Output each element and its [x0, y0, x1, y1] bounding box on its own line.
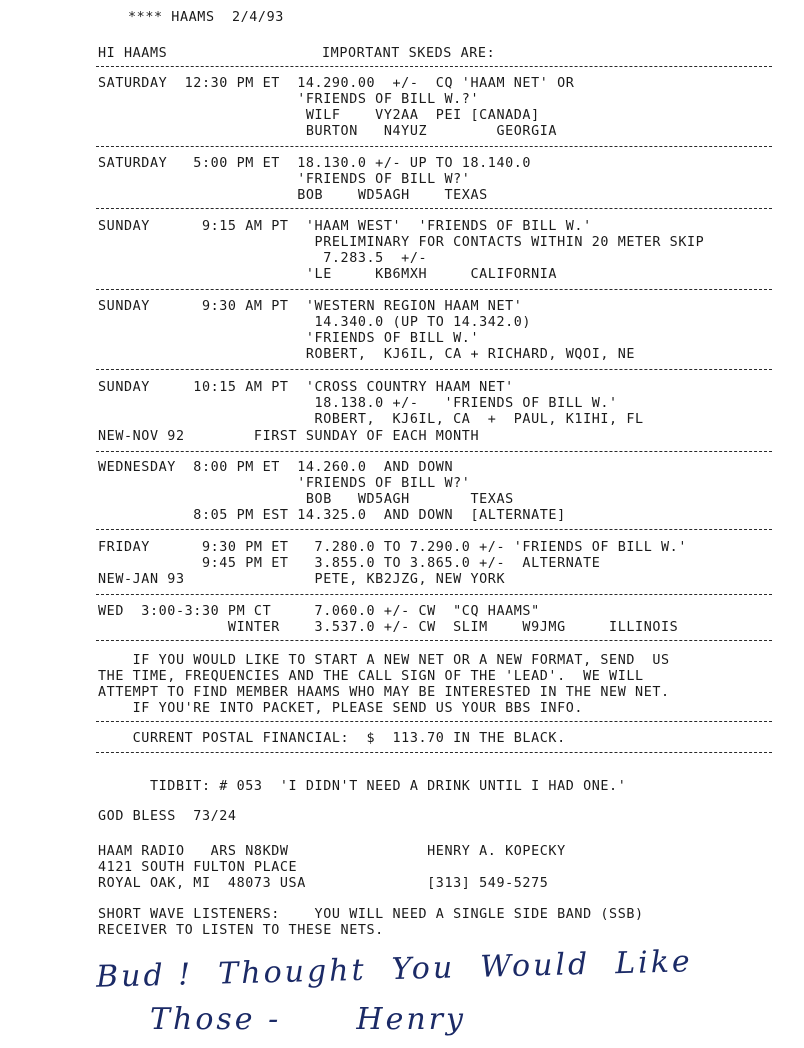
sked-wed-cw-line: WED 3:00-3:30 PM CT 7.060.0 +/- CW "CQ HAAMS" — [98, 604, 540, 619]
sked-sat-1230-line: 'FRIENDS OF BILL W.?' — [98, 92, 480, 107]
swl-note-line: SHORT WAVE LISTENERS: YOU WILL NEED A SINGLE SIDE BAND (SSB) — [98, 907, 644, 922]
intro-heading: IMPORTANT SKEDS ARE: — [322, 46, 496, 61]
financial-status: CURRENT POSTAL FINANCIAL: $ 113.70 IN THE BLACK. — [98, 731, 566, 746]
notice-line: IF YOU'RE INTO PACKET, PLEASE SEND US YOUR BBS INFO. — [98, 701, 584, 716]
sked-sun-930-line: ROBERT, KJ6IL, CA + RICHARD, WQOI, NE — [98, 347, 636, 362]
sked-sun-930-line: 14.340.0 (UP TO 14.342.0) — [98, 315, 532, 330]
handwritten-note-line: Bud ! Thought You Would Like — [95, 944, 694, 995]
sked-sat-500-line: SATURDAY 5:00 PM ET 18.130.0 +/- UP TO 18.140.0 — [98, 156, 532, 171]
divider — [96, 721, 772, 722]
divider — [96, 594, 772, 595]
sked-sun-915-line: 7.283.5 +/- — [98, 251, 428, 266]
sked-wed-800-line: 'FRIENDS OF BILL W?' — [98, 476, 471, 491]
sked-sun-930-line: SUNDAY 9:30 AM PT 'WESTERN REGION HAAM NET' — [98, 299, 523, 314]
divider — [96, 66, 772, 67]
divider — [96, 289, 772, 290]
notice-line: IF YOU WOULD LIKE TO START A NEW NET OR A NEW FORMAT, SEND US — [98, 653, 670, 668]
divider — [96, 752, 772, 753]
tidbit: TIDBIT: # 053 'I DIDN'T NEED A DRINK UNTIL I HAD ONE.' — [98, 779, 627, 794]
sked-sat-1230-line: SATURDAY 12:30 PM ET 14.290.00 +/- CQ 'HAAM NET' OR — [98, 76, 575, 91]
document-title: **** HAAMS 2/4/93 — [128, 10, 284, 25]
divider — [96, 208, 772, 209]
address-line: HAAM RADIO ARS N8KDW HENRY A. KOPECKY — [98, 844, 566, 859]
address-line: 4121 SOUTH FULTON PLACE — [98, 860, 298, 875]
sked-sat-500-line: 'FRIENDS OF BILL W?' — [98, 172, 471, 187]
sked-sun-1015-line: SUNDAY 10:15 AM PT 'CROSS COUNTRY HAAM NET' — [98, 380, 514, 395]
sked-wed-800-line: BOB WD5AGH TEXAS — [98, 492, 514, 507]
swl-note-line: RECEIVER TO LISTEN TO THESE NETS. — [98, 923, 384, 938]
notice-line: ATTEMPT TO FIND MEMBER HAAMS WHO MAY BE INTERESTED IN THE NEW NET. — [98, 685, 670, 700]
sked-fri-930-line: NEW-JAN 93 PETE, KB2JZG, NEW YORK — [98, 572, 506, 587]
sked-wed-cw-line: WINTER 3.537.0 +/- CW SLIM W9JMG ILLINOIS — [98, 620, 679, 635]
sked-sun-915-line: 'LE KB6MXH CALIFORNIA — [98, 267, 558, 282]
sked-sat-1230-line: BURTON N4YUZ GEORGIA — [98, 124, 558, 139]
handwritten-signature: Those - Henry — [150, 1002, 466, 1037]
greeting: HI HAAMS — [98, 46, 168, 61]
address-line: ROYAL OAK, MI 48073 USA [313] 549-5275 — [98, 876, 549, 891]
sked-wed-800-line: WEDNESDAY 8:00 PM ET 14.260.0 AND DOWN — [98, 460, 454, 475]
sked-sun-1015-line: ROBERT, KJ6IL, CA + PAUL, K1IHI, FL — [98, 412, 644, 427]
divider — [96, 369, 772, 370]
notice-line: THE TIME, FREQUENCIES AND THE CALL SIGN OF THE 'LEAD'. WE WILL — [98, 669, 644, 684]
sked-sun-915-line: SUNDAY 9:15 AM PT 'HAAM WEST' 'FRIENDS OF BILL W.' — [98, 219, 592, 234]
divider — [96, 529, 772, 530]
sked-sun-915-line: PRELIMINARY FOR CONTACTS WITHIN 20 METER SKIP — [98, 235, 705, 250]
sked-wed-800-line: 8:05 PM EST 14.325.0 AND DOWN [ALTERNATE] — [98, 508, 566, 523]
sked-fri-930-line: FRIDAY 9:30 PM ET 7.280.0 TO 7.290.0 +/- 'FRIENDS OF BILL W.' — [98, 540, 688, 555]
sked-sat-1230-line: WILF VY2AA PEI [CANADA] — [98, 108, 540, 123]
sked-sat-500-line: BOB WD5AGH TEXAS — [98, 188, 488, 203]
sked-sun-1015-line: NEW-NOV 92 FIRST SUNDAY OF EACH MONTH — [98, 429, 480, 444]
divider — [96, 640, 772, 641]
divider — [96, 451, 772, 452]
sked-fri-930-line: 9:45 PM ET 3.855.0 TO 3.865.0 +/- ALTERNATE — [98, 556, 601, 571]
divider — [96, 146, 772, 147]
sked-sun-930-line: 'FRIENDS OF BILL W.' — [98, 331, 480, 346]
sked-sun-1015-line: 18.138.0 +/- 'FRIENDS OF BILL W.' — [98, 396, 618, 411]
closing-blessing: GOD BLESS 73/24 — [98, 809, 237, 824]
